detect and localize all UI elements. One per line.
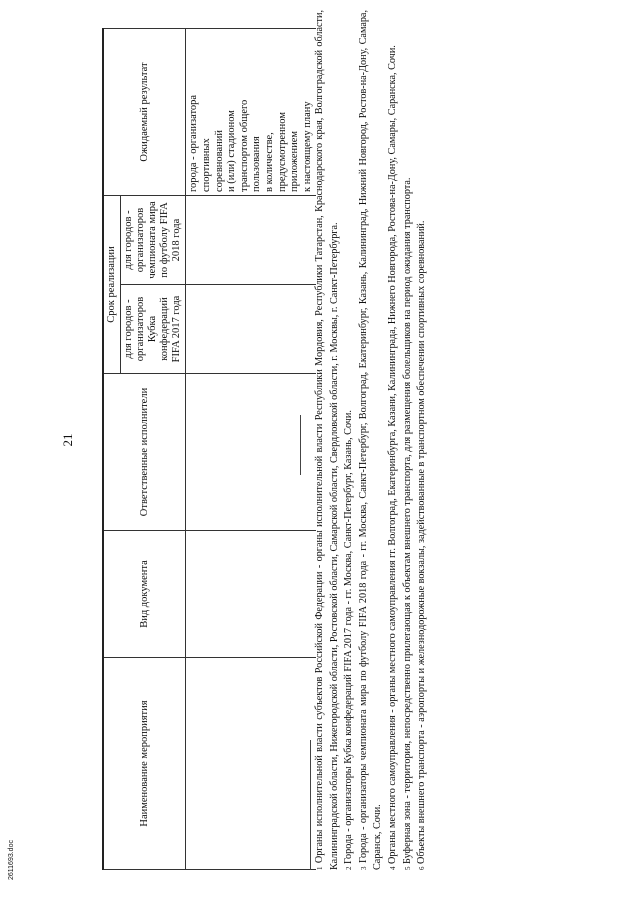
page-number: 21 [60,433,75,447]
footnote-rule [310,740,311,870]
header-period: Срок реализации [103,196,121,374]
cell-event [186,658,316,870]
header-result: Ожидаемый результат [103,29,186,196]
plan-table [102,28,316,870]
separator-line [300,415,301,475]
header-doc: Вид документа [103,531,186,658]
header-confed: для городов - организаторов Кубка конфедераций FIFA 2017 года [121,285,186,374]
footnote-6: $^6$ Объекты внешнего транспорта - аэропорты и железнодорожные вокзалы, задействованные в транспортном обеспечении спортивных соревнований. [416,220,428,870]
footnote-3: $^3$ Города - организаторы чемпионата мира по футболу FIFA 2018 года - гг. Москва, Санкт-Петербург, Волгоград, Екатеринбург, Казань, Калининград, Нижний Новгород, Ростов-на-Дону, Самара, Саранск, Сочи. [357,9,384,870]
document-filename: 2611693.doc [8,840,15,880]
header-world: для городов - организаторов чемпионата мира по футболу FIFA 2018 года [121,196,186,285]
header-event: Наименование мероприятия [103,658,186,870]
cell-confed [186,285,316,374]
header-exec: Ответственные исполнители [103,374,186,531]
cell-result: города - организатора спортивных соревнований и (или) стадионом транспортом общего пользования в количестве, предусмотренном приложением к настоящему плану [186,29,316,196]
cell-exec [186,374,316,531]
footnotes [310,10,430,870]
footnote-4: $^4$ Органы местного самоуправления - органы местного самоуправления гг. Волгоград, Екатеринбурга, Казани, Калининграда, Нижнего Новгорода, Ростова-на-Дону, Самары, Саранска, Сочи. [386,45,398,870]
cell-world [186,196,316,285]
footnote-1: $^1$ Органы исполнительной власти субъектов Российской Федерации - органы исполнительной власти Республики Мордовия, Республики Татарстан, Краснодарского края, Волгоградской области, Калининградской области, Нижегородской области, Ростовской области, Самарской области, Свердловской области, г. Москвы, г. Санкт-Петербурга. [314,9,340,870]
footnote-2: $^2$ Города - организаторы Кубка конфедераций FIFA 2017 года - гг. Москва, Санкт-Петербург, Казань, Сочи. [343,410,355,870]
footnote-5: $^5$ Буферная зона - территория, непосредственно прилегающая к объектам внешнего транспорта, для размещения болельщиков на период ожидания транспорта. [401,177,413,870]
landscape-content [60,10,590,870]
cell-doc [186,531,316,658]
